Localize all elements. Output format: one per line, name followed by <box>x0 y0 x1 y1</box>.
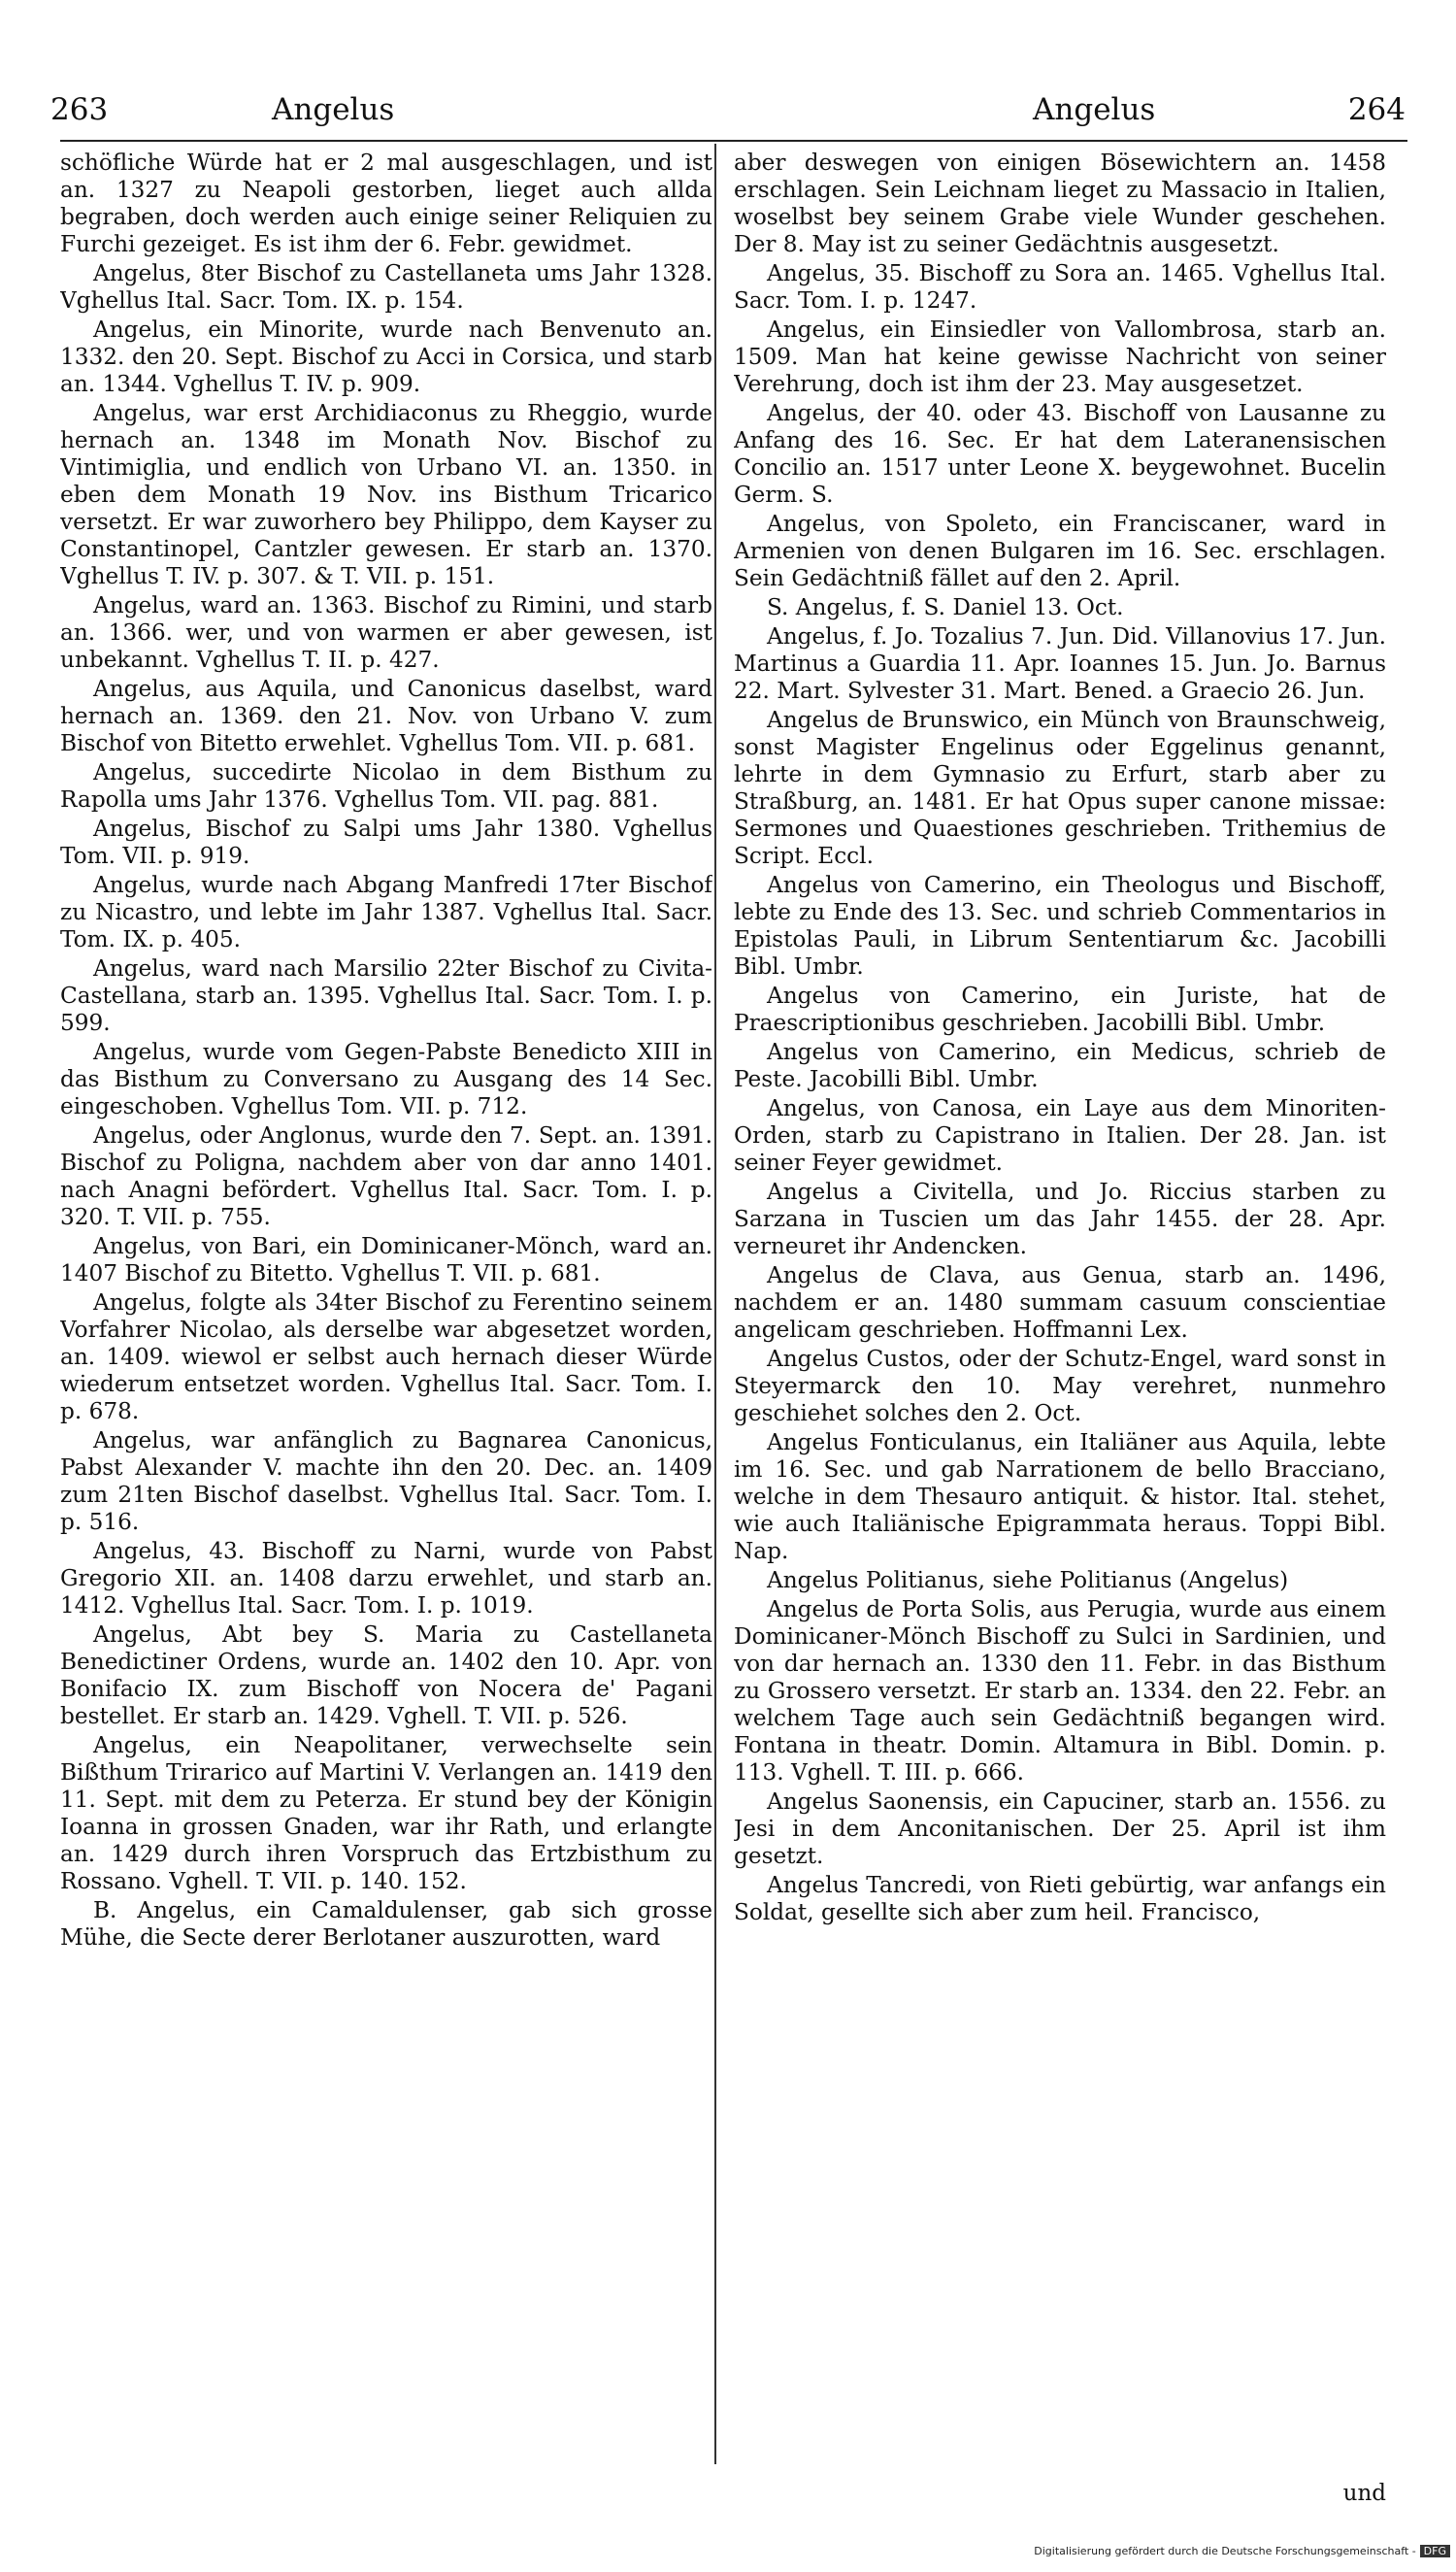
dictionary-entry: Angelus, f. Jo. Tozalius 7. Jun. Did. Villanovius 17. Jun. Martinus a Guardia 11. Apr. Ioannes 15. Jun. Jo. Barnus 22. Mart. Sylvester 31. Mart. Bened. a Graecio 26. Jun. <box>734 623 1386 704</box>
dictionary-entry: Angelus Politianus, siehe Politianus (Angelus) <box>767 1567 1289 1593</box>
running-head-left: Angelus <box>272 92 395 127</box>
entry-continuation: aber deswegen von einigen Bösewichtern an. 1458 erschlagen. Sein Leichnam lieget zu Massacio in Italien, woselbst bey seinem Grabe viele Wunder geschehen. Der 8. May ist zu seiner Gedächtnis ausgesetzt. <box>734 150 1386 257</box>
dictionary-entry: Angelus, von Spoleto, ein Franciscaner, ward in Armenien von denen Bulgaren im 16. Sec. erschlagen. Sein Gedächtniß fället auf den 2. April. <box>734 511 1386 591</box>
entry-continuation: schöfliche Würde hat er 2 mal ausgeschlagen, und ist an. 1327 zu Neapoli gestorben, lieget auch allda begraben, doch werden auch einige seiner Reliquien zu Furchi gezeiget. Es ist ihm der 6. Febr. gewidmet. <box>60 150 712 257</box>
dictionary-entry: Angelus Custos, oder der Schutz-Engel, ward sonst in Steyermarck den 10. May verehret, nunmehro geschiehet solches den 2. Oct. <box>734 1346 1386 1426</box>
dictionary-entry: Angelus, ein Einsiedler von Vallombrosa, starb an. 1509. Man hat keine gewisse Nachricht von seiner Verehrung, doch ist ihm der 23. May ausgesetzet. <box>734 317 1386 397</box>
dictionary-entry: B. Angelus, ein Camaldulenser, gab sich grosse Mühe, die Secte derer Berlotaner auszurotten, ward <box>60 1897 712 1951</box>
dictionary-entry: Angelus Saonensis, ein Capuciner, starb an. 1556. zu Jesi in dem Anconitanischen. Der 25. April ist ihm gesetzt. <box>734 1788 1386 1869</box>
footer-text: Digitalisierung gefördert durch die Deutsche Forschungsgemeinschaft - <box>1034 2545 1416 2557</box>
dictionary-entry: Angelus Fonticulanus, ein Italiäner aus Aquila, lebte im 16. Sec. und gab Narrationem de bello Bracciano, welche in dem Thesauro antiquit. & histor. Ital. stehet, wie auch Italiänische Epigrammata heraus. Toppi Bibl. Nap. <box>734 1429 1386 1564</box>
dictionary-entry: Angelus, 43. Bischoff zu Narni, wurde von Pabst Gregorio XII. an. 1408 darzu erwehlet, und starb an. 1412. Vghellus Ital. Sacr. Tom. I. p. 1019. <box>60 1538 712 1619</box>
dictionary-entry: Angelus, Abt bey S. Maria zu Castellaneta Benedictiner Ordens, wurde an. 1402 den 10. Apr. von Bonifacio IX. zum Bischoff von Nocera de' Pagani bestellet. Er starb an. 1429. Vghell. T. VII. p. 526. <box>60 1621 712 1729</box>
dictionary-entry: Angelus, 35. Bischoff zu Sora an. 1465. Vghellus Ital. Sacr. Tom. I. p. 1247. <box>734 260 1386 314</box>
dictionary-entry: Angelus, oder Anglonus, wurde den 7. Sept. an. 1391. Bischof zu Poligna, nachdem aber von dar anno 1401. nach Anagni befördert. Vghellus Ital. Sacr. Tom. I. p. 320. T. VII. p. 755. <box>60 1122 712 1230</box>
dictionary-entry: Angelus, war anfänglich zu Bagnarea Canonicus, Pabst Alexander V. machte ihn den 20. Dec. an. 1409 zum 21ten Bischof daselbst. Vghellus Ital. Sacr. Tom. I. p. 516. <box>60 1427 712 1535</box>
dictionary-entry: Angelus, ein Neapolitaner, verwechselte sein Bißthum Trirarico auf Martini V. Verlangen an. 1419 den 11. Sept. mit dem zu Peterza. Er stund bey der Königin Ioanna in grossen Gnaden, war ihr Rath, und erlangte an. 1429 durch ihren Vorspruch das Ertzbisthum zu Rossano. Vghell. T. VII. p. 140. 152. <box>60 1732 712 1894</box>
dfg-logo: DFG <box>1420 2545 1450 2557</box>
dictionary-entry: Angelus, von Canosa, ein Laye aus dem Minoriten-Orden, starb zu Capistrano in Italien. Der 28. Jan. ist seiner Feyer gewidmet. <box>734 1095 1386 1176</box>
page-header <box>50 92 1406 141</box>
right-column <box>734 150 1386 2480</box>
dictionary-entry: S. Angelus, f. S. Daniel 13. Oct. <box>767 594 1124 620</box>
page-number-left: 263 <box>50 92 109 127</box>
dictionary-entry: Angelus, von Bari, ein Dominicaner-Mönch, ward an. 1407 Bischof zu Bitetto. Vghellus T. VII. p. 681. <box>60 1233 712 1286</box>
dictionary-entry: Angelus, 8ter Bischof zu Castellaneta ums Jahr 1328. Vghellus Ital. Sacr. Tom. IX. p. 154. <box>60 260 712 314</box>
dictionary-entry: Angelus, der 40. oder 43. Bischoff von Lausanne zu Anfang des 16. Sec. Er hat dem Lateranensischen Concilio an. 1517 unter Leone X. beygewohnet. Bucelin Germ. S. <box>734 400 1386 508</box>
dictionary-entry: Angelus de Porta Solis, aus Perugia, wurde aus einem Dominicaner-Mönch Bischoff zu Sulci in Sardinien, und von dar hernach an. 1330 den 11. Febr. in das Bisthum zu Grossero versetzt. Er starb an. 1334. den 22. Febr. an welchem Tage auch sein Gedächtniß begangen wird. Fontana in theatr. Domin. Altamura in Bibl. Domin. p. 113. Vghell. T. III. p. 666. <box>734 1596 1386 1786</box>
catchword: und <box>1342 2481 1386 2506</box>
dictionary-entry: Angelus, aus Aquila, und Canonicus daselbst, ward hernach an. 1369. den 21. Nov. von Urbano V. zum Bischof von Bitetto erwehlet. Vghellus Tom. VII. p. 681. <box>60 676 712 756</box>
dictionary-entry: Angelus von Camerino, ein Medicus, schrieb de Peste. Jacobilli Bibl. Umbr. <box>734 1039 1386 1092</box>
dictionary-entry: Angelus, war erst Archidiaconus zu Rheggio, wurde hernach an. 1348 im Monath Nov. Bischof zu Vintimiglia, und endlich von Urbano VI. an. 1350. in eben dem Monath 19 Nov. ins Bisthum Tricarico versetzt. Er war zuworhero bey Philippo, dem Kayser zu Constantinopel, Cantzler gewesen. Er starb an. 1370. Vghellus T. IV. p. 307. & T. VII. p. 151. <box>60 400 712 589</box>
dictionary-entry: Angelus, folgte als 34ter Bischof zu Ferentino seinem Vorfahrer Nicolao, als derselbe war abgesetzet worden, an. 1409. wiewol er selbst auch hernach dieser Würde wiederum entsetzet worden. Vghellus Ital. Sacr. Tom. I. p. 678. <box>60 1289 712 1424</box>
dictionary-entry: Angelus, ward an. 1363. Bischof zu Rimini, und starb an. 1366. wer, und von warmen er aber gewesen, ist unbekannt. Vghellus T. II. p. 427. <box>60 592 712 673</box>
dictionary-entry: Angelus, wurde vom Gegen-Pabste Benedicto XIII in das Bisthum zu Conversano zu Ausgang des 14 Sec. eingeschoben. Vghellus Tom. VII. p. 712. <box>60 1039 712 1119</box>
dictionary-entry: Angelus, succedirte Nicolao in dem Bisthum zu Rapolla ums Jahr 1376. Vghellus Tom. VII. pag. 881. <box>60 759 712 813</box>
dictionary-entry: Angelus von Camerino, ein Juriste, hat de Praescriptionibus geschrieben. Jacobilli Bibl. Umbr. <box>734 983 1386 1036</box>
running-head-right: Angelus <box>1033 92 1156 127</box>
dictionary-entry: Angelus Tancredi, von Rieti gebürtig, war anfangs ein Soldat, gesellte sich aber zum heil. Francisco, <box>734 1872 1386 1925</box>
dictionary-entry: Angelus de Clava, aus Genua, starb an. 1496, nachdem er an. 1480 summam casuum conscientiae angelicam geschrieben. Hoffmanni Lex. <box>734 1262 1386 1343</box>
dictionary-entry: Angelus de Brunswico, ein Münch von Braunschweig, sonst Magister Engelinus oder Eggelinus genannt, lehrte in dem Gymnasio zu Erfurt, starb aber zu Straßburg, an. 1481. Er hat Opus super canone missae: Sermones und Quaestiones geschrieben. Trithemius de Script. Eccl. <box>734 707 1386 869</box>
dictionary-entry: Angelus, wurde nach Abgang Manfredi 17ter Bischof zu Nicastro, und lebte im Jahr 1387. Vghellus Ital. Sacr. Tom. IX. p. 405. <box>60 872 712 952</box>
dictionary-entry: Angelus, ward nach Marsilio 22ter Bischof zu Civita-Castellana, starb an. 1395. Vghellus Ital. Sacr. Tom. I. p. 599. <box>60 955 712 1036</box>
dictionary-entry: Angelus a Civitella, und Jo. Riccius starben zu Sarzana in Tuscien um das Jahr 1455. der 28. Apr. verneuret ihr Andencken. <box>734 1179 1386 1259</box>
digitization-footer <box>1034 2545 1450 2557</box>
column-divider <box>714 144 716 2464</box>
dictionary-entry: Angelus, Bischof zu Salpi ums Jahr 1380. Vghellus Tom. VII. p. 919. <box>60 816 712 869</box>
dictionary-entry: Angelus, ein Minorite, wurde nach Benvenuto an. 1332. den 20. Sept. Bischof zu Acci in Corsica, und starb an. 1344. Vghellus T. IV. p. 909. <box>60 317 712 397</box>
header-rule <box>60 140 1407 142</box>
dictionary-entry: Angelus von Camerino, ein Theologus und Bischoff, lebte zu Ende des 13. Sec. und schrieb Commentarios in Epistolas Pauli, in Librum Sententiarum &c. Jacobilli Bibl. Umbr. <box>734 872 1386 980</box>
page-number-right: 264 <box>1347 92 1406 127</box>
left-column <box>60 150 712 2480</box>
